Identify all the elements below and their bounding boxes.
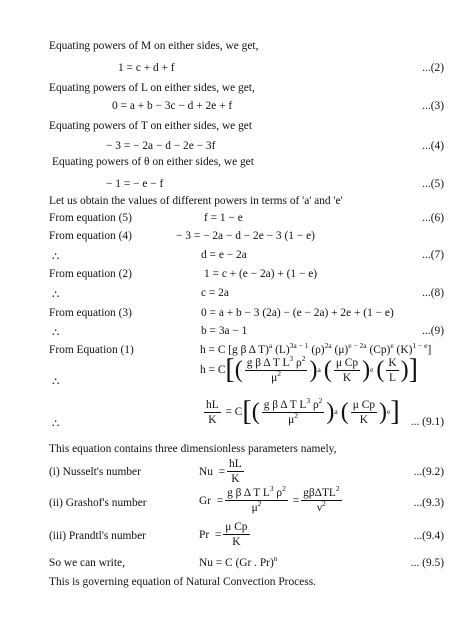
- equation: − 1 = − e − f: [106, 178, 164, 190]
- equation-h-expanded: h = C [g β Δ T)$^a$ $(L)^{3a - 1}$ $(\rho)^{2a}$ $(\mu)^{e - 2a}$ $(Cp)^e$ $(K)^{1 - e}$]: [200, 341, 432, 356]
- equation: 0 = a + b − 3c − d + 2e + f: [112, 100, 233, 112]
- equation: d = e − 2a: [201, 249, 247, 261]
- equation-number: ... (9.5): [410, 557, 444, 569]
- text-line: Equating powers of L on either sides, we get,: [49, 82, 255, 94]
- equation-number: ...(7): [422, 249, 444, 261]
- param-label-prandtl: (iii) Prandtl's number: [49, 530, 146, 542]
- param-label-grashof: (ii) Grashof's number: [49, 497, 147, 509]
- text-line: So we can write,: [49, 557, 125, 569]
- row-label: From equation (3): [49, 307, 132, 319]
- equation-number: ...(2): [422, 62, 444, 74]
- equation-number: ...(9): [422, 325, 444, 337]
- equation-9-5: Nu = C (Gr . Pr)$^n$: [199, 554, 278, 569]
- text-line: This equation contains three dimensionless parameters namely,: [49, 443, 337, 455]
- equation-number: ...(9.2): [413, 466, 444, 478]
- row-label: From equation (4): [49, 230, 132, 242]
- row-label: From equation (2): [49, 268, 132, 280]
- equation-number: ...(6): [422, 212, 444, 224]
- equation-number: ...(3): [422, 100, 444, 112]
- therefore-symbol: ∴: [52, 289, 60, 301]
- equation-number: ...(4): [422, 140, 444, 152]
- row-label: From Equation (1): [49, 344, 134, 356]
- param-label-nusselt: (i) Nusselt's number: [49, 466, 141, 478]
- equation-number: ...(8): [422, 287, 444, 299]
- equation: − 3 = − 2a − d − 2e − 3 (1 − e): [176, 230, 315, 242]
- equation: − 3 = − 2a − d − 2e − 3f: [106, 140, 216, 152]
- text-line: Equating powers of M on either sides, we get,: [49, 40, 259, 52]
- therefore-symbol: ∴: [52, 251, 60, 263]
- text-line: Let us obtain the values of different powers in terms of 'a' and 'e': [49, 195, 343, 207]
- equation-number: ...(9.4): [413, 530, 444, 542]
- row-label: From equation (5): [49, 212, 132, 224]
- text-line: This is governing equation of Natural Convection Process.: [49, 576, 316, 588]
- equation-nusselt: Nu = $\frac{hL}{K}$: [199, 458, 242, 485]
- equation-number: ...(9.3): [413, 497, 444, 509]
- therefore-symbol: ∴: [52, 327, 60, 339]
- equation: c = 2a: [201, 287, 229, 299]
- text-line: Equating powers of θ on either sides, we get: [52, 156, 254, 168]
- equation: f = 1 − e: [204, 212, 243, 224]
- equation-number: ...(5): [422, 178, 444, 190]
- equation: b = 3a − 1: [201, 325, 248, 337]
- equation-number: ... (9.1): [410, 416, 444, 428]
- text-line: Equating powers of T on either sides, we get: [49, 120, 252, 132]
- equation-grashof: Gr = $\frac{g \beta \Delta T L^3 \rho^2}{\mu^2}$ = $\frac{g\beta\Delta TL^2}{\nu^2}$: [199, 484, 340, 514]
- equation: 1 = c + d + f: [118, 62, 175, 74]
- equation-prandtl: Pr = $\frac{\text{μ Cp}}{K}$: [199, 521, 248, 548]
- equation: 0 = a + b − 3 (2a) − (e − 2a) + 2e + (1 − e): [201, 307, 394, 319]
- equation: 1 = c + (e − 2a) + (1 − e): [204, 268, 318, 280]
- equation-h-groups: h = C [ ( $\frac{g \beta \Delta T L^3 \rho^2}{\mu^2}$ ) a ( $\frac{\text{μ Cp}}{K}$ ) e ( $\frac{K}{L}$ ) ]: [200, 353, 418, 385]
- therefore-symbol: ∴: [52, 376, 60, 388]
- equation-9-1: $\frac{hL}{K}$ = C [ ( $\frac{g \beta \Delta T L^3 \rho^2}{\mu^2}$ ) a ( $\frac{\text{μ Cp}}{K}$ ) e ]: [206, 395, 400, 427]
- therefore-symbol: ∴: [52, 418, 60, 430]
